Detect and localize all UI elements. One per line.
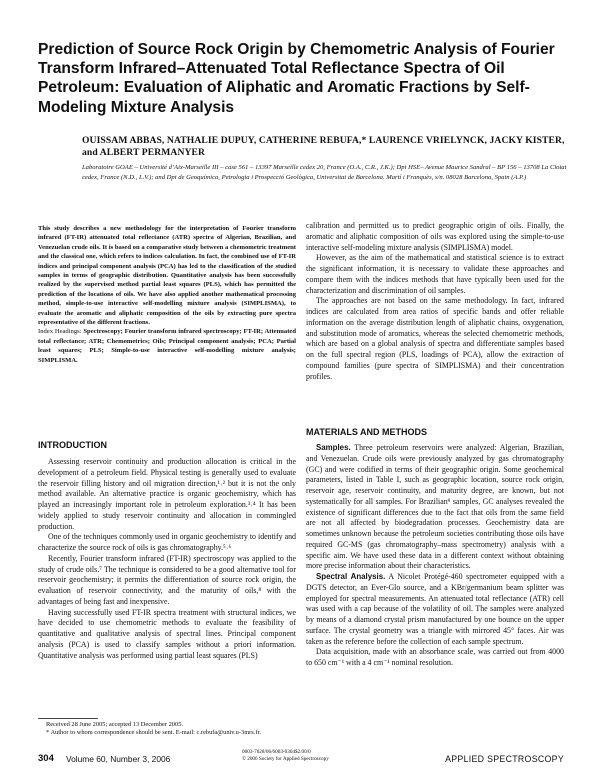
abstract-text: This study describes a new methodology for the interpretation of Fourier transform infrared (FT-IR) attenuated total reflectance (ATR) spectra of Algerian, Brazilian, and Venezuelan crude oils. It is based on a comparative study between a chemometric treatment and the classical one, which refers to indices calculation. In fact, the combined use of FT-IR indices and principal component analysis (PCA) has led to the classification of the studied samples in terms of geographic distribution. Quantitative analysis has been successfully realized by the supervised method partial least squares (PLS), which has permitted the prediction of the locations of oils. We have also applied another mathematical processing method, simple-to-use interactive self-modelling mixture analysis (SIMPLISMA), to evaluate the aromatic and aliphatic composition of the oils by extracting pure spectra representative of the different fractions. [38,225,296,327]
methods-heading: MATERIALS AND METHODS [306,427,427,437]
paragraph: The approaches are not based on the same methodology. In fact, infrared indices are calculated from area ratios of specific bands and offer reliable information on the average distribution length of aliphatic chains, oxygenation, and substitution mode of aromatics, whereas the selected chemometric methods, which are based on a global analysis of spectra and differentiate samples based on the full spectral region (PLS, loadings of PCA), allow the extraction of compound families (pure spectra of SIMPLISMA) and their concentration profiles. [306,296,564,381]
spectral-text: A Nicolet Protégé-460 spectrometer equipped with a DGTS detector, an Ever-Glo source, and a KBr/germanium beam splitter was employed for spectral measurements. An attenuated total reflectance (ATR) cell was used with a cap because of the volatility of oil. The samples were analyzed by means of a diamond crystal prism manufactured by one bounce on the upper surface. The crystal geometry was a triangle with mirrored 45° faces. Air was taken as the reference before the collection of each sample spectrum. [306,572,565,646]
footnotes [38,721,296,737]
copyright: © 2006 Society for Applied Spectroscopy [242,756,329,762]
introduction-heading: INTRODUCTION [38,440,107,450]
spectral-heading: Spectral Analysis. [316,572,386,581]
right-column-intro [306,221,564,382]
abstract [38,224,296,365]
affiliations: Laboratoire GOAE – Université d’Aix-Marseille III – case 561 – 13397 Marseille cedex 20, France (O.A., C.R., J.K.); Dpt HSE– Avenue Maurice Sandral – BP 156 – 13708 La Ciotat cedex, France (N.D., L.V.); and Dpt de Geoquímica, Petrologia i Prospecció Geològica, Universitat de Barcelona. Martí i Franquès, s/n. 08028 Barcelona, Spain (A.P.) [82,164,567,181]
paragraph: Data acquisition, made with an absorbance scale, was carried out from 4000 to 650 cm⁻¹ with a 4 cm⁻¹ nominal resolution. [306,647,564,667]
spectral-paragraph [306,572,564,647]
paragraph: However, as the aim of the mathematical and statistical science is to extract the significant information, it is necessary to validate these approaches and compare them with the indices methods that have typically been used for the characterization and discrimination of oil samples. [306,253,564,295]
introduction-body [38,457,296,661]
volume-info: Volume 60, Number 3, 2006 [66,754,171,764]
methods-body [306,443,564,669]
paragraph: Having successfully used FT-IR spectra treatment with structural indices, we have decided to use chemometric methods to evaluate the feasibility of quantitative and qualitative analysis of spectral lines. Principal component analysis (PCA) is used to classify samples without a priori information. Quantitative analysis was performed using partial least squares (PLS) [38,607,296,660]
issn-block [242,749,352,763]
paragraph: One of the techniques commonly used in organic geochemistry to identify and characterize the source rock of oils is gas chromatography.⁵˒⁶ [38,532,296,552]
footnote-received: Received 28 June 2005; accepted 13 December 2005. [46,721,183,728]
journal-name: APPLIED SPECTROSCOPY [445,754,564,764]
footnote-rule [38,718,98,719]
paragraph: calibration and permitted us to predict geographic origin of oils. Finally, the aromatic and aliphatic composition of oils was explored using the simple-to-use interactive self-modeling mixture analysis (SIMPLISMA) model. [306,221,564,252]
author-list: OUISSAM ABBAS, NATHALIE DUPUY, CATHERINE REBUFA,* LAURENCE VRIELYNCK, JACKY KISTER, and ALBERT PERMANYER [82,135,565,158]
samples-heading: Samples. [316,443,351,452]
samples-text: Three petroleum reservoirs were analyzed: Algerian, Brazilian, and Venezuelan. Crude oils were previously analyzed by gas chromatography (GC) and were codified in terms of their geographic origin. Some geochemical parameters, listed in Table I, such as geographic location, source rock origin, reservoir age, reservoir continuity, and maturity degree, are known, but not systematically for all samples. For Brazilian⁹ samples, GC analyses revealed the existence of significant differences due to the fact that oils from the same field are not all affected by biodegradation processes. Geochemistry data are sometimes unknown because the petroleum societies contributing those oils have required GC-MS (gas chromatography–mass spectrometry) analysis with a specific aim. We have used these data in a different context without obtaining more precise information about their characteristics. [306,443,564,571]
samples-paragraph [306,443,564,572]
index-headings [38,327,296,365]
page-number: 304 [38,753,54,764]
paper-title: Prediction of Source Rock Origin by Chemometric Analysis of Fourier Transform Infrared–Attenuated Total Reflectance Spectra of Oil Petroleum: Evaluation of Aliphatic and Aromatic Fractions by Self-Modeling Mixture Analysis [38,41,555,116]
paragraph: Assessing reservoir continuity and production allocation is critical in the development of a petroleum field. Physical testing is generally used to evaluate the reservoir filling history and oil migration direction,¹˒² but it is not the only method available. An alternative practice is organic geochemistry, which has played an increasingly important role in petroleum exploration.³˒⁴ It has been widely applied to study reservoir continuity and allocation in commingled production. [38,457,296,531]
issn: 0003-7028/06/6003-0304$2.00/0 [242,749,311,755]
index-terms: Spectroscopy; Fourier transform infrared spectroscopy; FT-IR; Attenuated total reflectance; ATR; Chemometrics; Oils; Principal component analysis; PCA; Partial least squares; PLS; Simple-to-use interactive self-modelling mixture analysis; SIMPLISMA. [38,328,296,364]
footnote-correspondence: * Author to whom correspondence should be sent. E-mail: c.rebufa@univ.u-3mrs.fr. [46,729,261,737]
index-label: Index Headings: [38,328,82,336]
paragraph: Recently, Fourier transform infrared (FT-IR) spectroscopy was applied to the study of crude oils.⁷ The technique is considered to be a good alternative tool for reservoir geochemistry; it permits the differentiation of source rock origin, the evaluation of reservoir connectivity, and the maturity of oils,⁸ with the advantages of being fast and inexpensive. [38,553,296,606]
